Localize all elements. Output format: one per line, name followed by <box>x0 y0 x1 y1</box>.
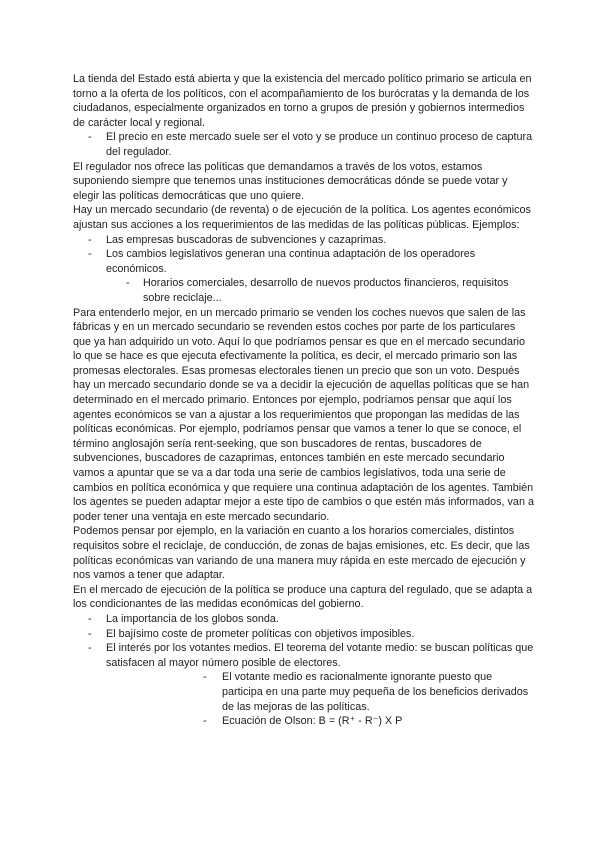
paragraph-regulador: El regulador nos ofrece las políticas que demandamos a través de los votos, estamos suponiendo siempre que tenemos unas instituciones democráticas dónde se puede votar y elegir las políticas democráticas que uno quiere. <box>73 160 508 202</box>
paragraph-tienda-estado: La tienda del Estado está abierta y que la existencia del mercado político primario se articula en torno a la oferta de los políticos, con el acompañamiento de los burócratas y la demanda de los ciudadanos, especialmente organizados en torno a grupos de presión y gobiernos intermedios de carácter local y regional. <box>73 73 532 129</box>
bullet-dash: - <box>88 131 92 144</box>
list-item: - Horarios comerciales, desarrollo de nuevos productos financieros, requisitos sobre reciclaje... <box>126 277 509 304</box>
bullet-dash: - <box>203 715 207 728</box>
list-item: - Ecuación de Olson: B = (R⁺ - R⁻) X P <box>203 715 403 728</box>
document-body <box>73 72 535 729</box>
list-item: - El bajísimo coste de prometer políticas con objetivos imposibles. <box>88 627 415 640</box>
bullet-dash: - <box>126 277 130 290</box>
paragraph-captura-regulado: En el mercado de ejecución de la política se produce una captura del regulado, que se adapta a los condicionantes de las medidas económicas del gobierno. <box>73 583 533 611</box>
list-item: - Los cambios legislativos generan una continua adaptación de los operadores económicos. <box>88 248 476 275</box>
paragraph-horarios: Podemos pensar por ejemplo, en la variación en cuanto a los horarios comerciales, distintos requisitos sobre el reciclaje, de conducción, de zonas de bajas emisiones, etc. Es decir, que las políticas económicas van variando de una manera muy rápida en este mercado de ejecución y nos vamos a tener que adaptar. <box>73 525 530 582</box>
list-item: - Las empresas buscadoras de subvenciones y cazaprimas. <box>88 233 387 246</box>
bullet-dash: - <box>88 627 92 640</box>
list-item: - El precio en este mercado suele ser el voto y se produce un continuo proceso de captura del regulador. <box>88 131 533 158</box>
bullet-dash: - <box>88 642 92 655</box>
bullet-dash: - <box>88 248 92 261</box>
bullet-dash: - <box>88 612 92 625</box>
paragraph-coches: Para entenderlo mejor, en un mercado primario se venden los coches nuevos que salen de las fábricas y en un mercado secundario se revenden estos coches por parte de los particulares que ya han adquirido un voto. Aquí lo que podríamos pensar es que en el mercado secundario lo que se hace es que ejecuta efectivamente la política, es decir, el mercado primario son las promesas electorales. Esas promesas electorales tienen un precio que son un voto. Después hay un mercado secundario donde se va a decidir la ejecución de aquellas políticas que se han determinado en el mercado primario. Entonces por ejemplo, podríamos pensar que aquí los agentes económicos se van a ajustar a los requerimientos que propongan las medidas de las políticas económicas. Por ejemplo, podríamos pensar que vamos a tener lo que se conoce, el término anglosajón sería rent-seeking, que son buscadores de rentas, buscadores de subvenciones, buscadores de cazaprimas, entonces también en este mercado secundario vamos a apuntar que se va a dar toda una serie de cambios legislativos, toda una serie de cambios en política económica y que requiere una continua adaptación de los agentes. También los agentes se pueden adaptar mejor a este tipo de cambios o que estén más informados, van a poder tener una ventaja en este mercado secundario. <box>73 306 534 523</box>
paragraph-mercado-secundario: Hay un mercado secundario (de reventa) o de ejecución de la política. Los agentes económicos ajustan sus acciones a los requerimientos de las medidas de las políticas públicas. Ejemplos: <box>73 204 531 231</box>
list-item: - El interés por los votantes medios. El teorema del votante medio: se buscan políticas que satisfacen al mayor número posible de electores. <box>88 642 534 669</box>
bullet-dash: - <box>88 233 92 246</box>
list-item: - La importancia de los globos sonda. <box>88 612 279 625</box>
bullet-dash: - <box>203 671 207 684</box>
list-item: - El votante medio es racionalmente ignorante puesto que participa en una parte muy pequeña de los beneficios derivados de las mejoras de las políticas. <box>203 671 529 713</box>
